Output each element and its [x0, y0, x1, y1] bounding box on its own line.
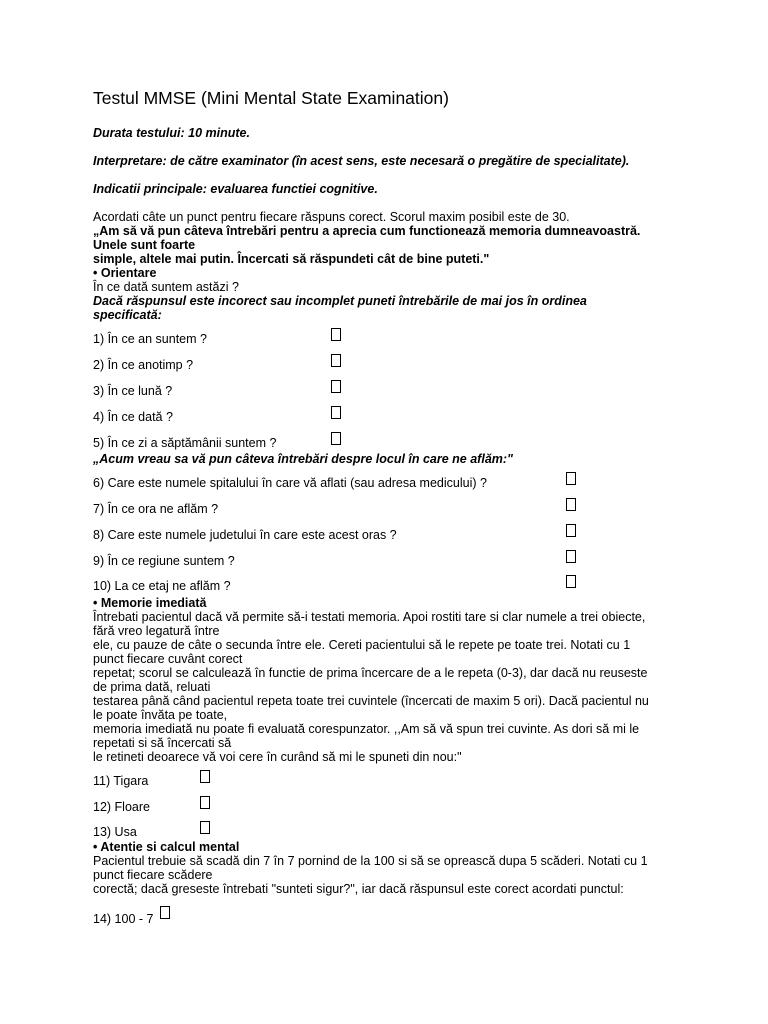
question-item: 7) În ce ora ne aflăm ?	[93, 502, 219, 516]
question-item: 2) În ce anotimp ?	[93, 358, 194, 372]
memory-text-line: punct fiecare cuvânt corect	[93, 652, 243, 666]
memory-text-line: testarea până când pacientul repeta toate trei cuvintele (încercati de maxim 5 ori). Dacă pacientul nu	[93, 694, 649, 708]
indications-line: Indicatii principale: evaluarea functiei cognitive.	[93, 182, 378, 196]
quote1-line-3: simple, altele mai putin. Încercati să răspundeti cât de bine puteti."	[93, 252, 490, 266]
document-title: Testul MMSE (Mini Mental State Examination)	[93, 88, 449, 108]
attention-text-line: Pacientul trebuie să scadă din 7 în 7 pornind de la 100 si să se oprească dupa 5 scăderi. Notati cu 1	[93, 854, 648, 868]
quote1-line-1: „Am să vă pun câteva întrebări pentru a aprecia cum functionează memoria dumneavoastră.	[93, 224, 641, 238]
memory-text-line: repetat; scorul se calculează în functie de prima încercare de a le repeta (0-3), dar dacă nu reuseste	[93, 666, 648, 680]
orientation-note-2: specificată:	[93, 308, 162, 322]
question-item: 6) Care este numele spitalului în care vă aflati (sau adresa medicului) ?	[93, 476, 487, 490]
memory-text-line: ele, cu pauze de câte o secunda între ele. Cereti pacientului să le repete pe toate trei. Notati cu 1	[93, 638, 631, 652]
question-item: 4) În ce dată ?	[93, 410, 173, 424]
word-item: 13) Usa	[93, 825, 137, 839]
score-checkbox[interactable]	[566, 524, 576, 537]
memory-text-line: fără vreo legatură între	[93, 624, 220, 638]
memory-text-line: le retineti deoarece vă voi cere în curând să mi le spuneti din nou:"	[93, 750, 462, 764]
memory-text-line: memoria imediată nu poate fi evaluată corespunzator. ,,Am să vă spun trei cuvinte. As dori să mi le	[93, 722, 640, 736]
interpretation-line: Interpretare: de către examinator (în acest sens, este necesară o pregătire de specialitate).	[93, 154, 630, 168]
memory-text-line: de prima dată, reluati	[93, 680, 211, 694]
quote2-line: „Acum vreau sa vă pun câteva întrebări despre locul în care ne aflăm:"	[93, 452, 513, 466]
score-checkbox[interactable]	[200, 821, 210, 834]
orientation-question: În ce dată suntem astăzi ?	[93, 280, 239, 294]
score-checkbox[interactable]	[566, 498, 576, 511]
score-checkbox[interactable]	[331, 380, 341, 393]
word-item: 12) Floare	[93, 800, 150, 814]
score-checkbox[interactable]	[566, 550, 576, 563]
score-checkbox[interactable]	[566, 472, 576, 485]
question-item: 9) În ce regiune suntem ?	[93, 554, 235, 568]
intro-text: Acordati câte un punct pentru fiecare răspuns corect. Scorul maxim posibil este de 30.	[93, 210, 570, 224]
score-checkbox[interactable]	[331, 406, 341, 419]
orientation-note-1: Dacă răspunsul este incorect sau incomplet puneti întrebările de mai jos în ordinea	[93, 294, 587, 308]
duration-line: Durata testului: 10 minute.	[93, 126, 250, 140]
section-orientation: • Orientare	[93, 266, 157, 280]
score-checkbox[interactable]	[566, 575, 576, 588]
calc-item: 14) 100 - 7	[93, 912, 154, 926]
word-item: 11) Tigara	[93, 774, 149, 788]
attention-text-line: corectă; dacă greseste întrebati "sunteti sigur?", iar dacă răspunsul este corect acordati punctul:	[93, 882, 624, 896]
section-attention: • Atentie si calcul mental	[93, 840, 240, 854]
question-item: 5) În ce zi a săptămânii suntem ?	[93, 436, 277, 450]
section-memory: • Memorie imediată	[93, 596, 207, 610]
question-item: 8) Care este numele judetului în care este acest oras ?	[93, 528, 397, 542]
memory-text-line: le poate învăta pe toate,	[93, 708, 228, 722]
score-checkbox[interactable]	[200, 796, 210, 809]
score-checkbox[interactable]	[200, 770, 210, 783]
score-checkbox[interactable]	[331, 354, 341, 367]
quote1-line-2: Unele sunt foarte	[93, 238, 196, 252]
score-checkbox[interactable]	[160, 906, 170, 919]
question-item: 1) În ce an suntem ?	[93, 332, 207, 346]
question-item: 10) La ce etaj ne aflăm ?	[93, 579, 231, 593]
memory-text-line: repetati si să încercati să	[93, 736, 232, 750]
score-checkbox[interactable]	[331, 328, 341, 341]
attention-text-line: punct fiecare scădere	[93, 868, 213, 882]
question-item: 3) În ce lună ?	[93, 384, 173, 398]
memory-text-line: Întrebati pacientul dacă vă permite să-i testati memoria. Apoi rostiti tare si clar numele a trei obiecte,	[93, 610, 646, 624]
score-checkbox[interactable]	[331, 432, 341, 445]
